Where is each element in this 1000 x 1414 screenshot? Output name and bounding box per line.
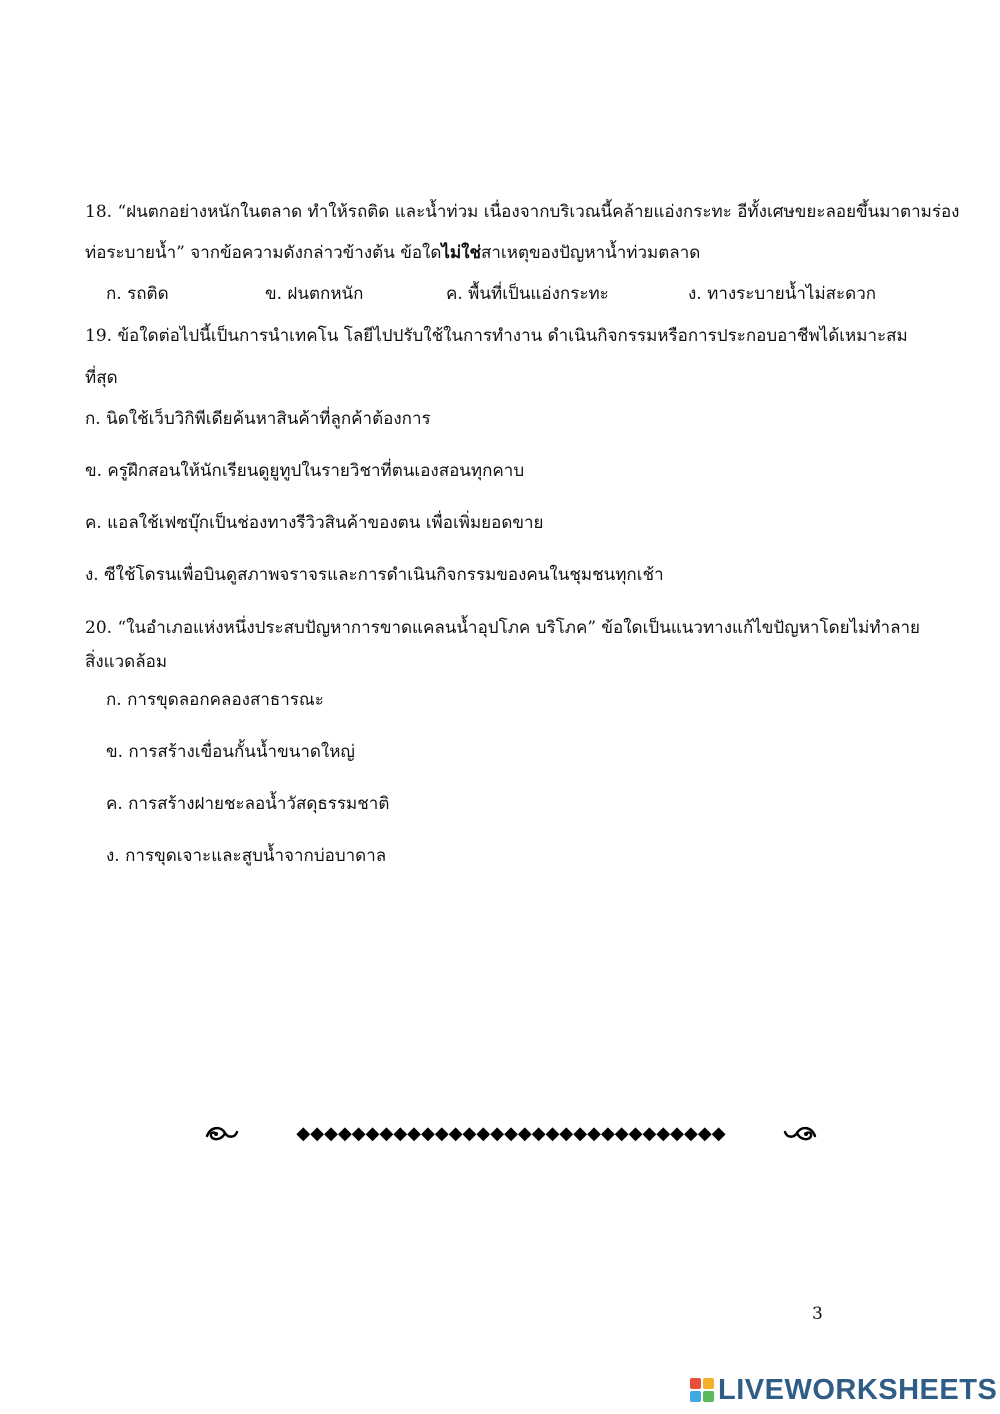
question-19-option-d[interactable]: ง. ซีใช้โดรนเพื่อบินดูสภาพจราจรและการดำเนินกิจกรรมของคนในชุมชนทุกเช้า: [85, 565, 664, 585]
logo-square-blue: [690, 1391, 701, 1402]
question-19-option-c[interactable]: ค. แอลใช้เฟซบุ๊กเป็นช่องทางรีวิวสินค้าของตน เพื่อเพิ่มยอดขาย: [85, 513, 544, 533]
logo-square-green: [703, 1391, 714, 1402]
question-18-option-d[interactable]: ง. ทางระบายน้ำไม่สะดวก: [688, 284, 877, 304]
question-20-line-2: สิ่งแวดล้อม: [85, 652, 168, 672]
question-18-options: [0, 282, 1000, 308]
question-18-emphasis: ไม่ใช่: [441, 243, 481, 263]
question-19-option-b[interactable]: ข. ครูฝึกสอนให้นักเรียนดูยูทูปในรายวิชาที่ตนเองสอนทุกคาบ: [85, 461, 525, 481]
logo-square-red: [690, 1378, 701, 1389]
flourish-left-icon: [205, 1122, 239, 1144]
question-20-option-d[interactable]: ง. การขุดเจาะและสูบน้ำจากบ่อบาดาล: [106, 846, 387, 866]
question-18-option-a[interactable]: ก. รถติด: [106, 284, 169, 304]
question-20-option-b[interactable]: ข. การสร้างเขื่อนกั้นน้ำขนาดใหญ่: [106, 742, 355, 762]
question-18-line-2: [85, 241, 700, 265]
liveworksheets-logo[interactable]: [690, 1372, 997, 1408]
diamond-row: ◆◆◆◆◆◆◆◆◆◆◆◆◆◆◆◆◆◆◆◆◆◆◆◆◆◆◆◆◆◆◆: [296, 1122, 726, 1144]
question-19-line-2: ที่สุด: [85, 368, 118, 388]
question-18-line-1: 18. “ฝนตกอย่างหนักในตลาด ทำให้รถติด และน้ำท่วม เนื่องจากบริเวณนี้คล้ายแอ่งกระทะ อีทั้งเศษขยะลอยขึ้นมาตามร่อง: [85, 202, 960, 222]
logo-square-yellow: [703, 1378, 714, 1389]
logo-grid-icon: [690, 1378, 714, 1402]
question-19-option-a[interactable]: ก. นิดใช้เว็บวิกิพีเดียค้นหาสินค้าที่ลูกค้าต้องการ: [85, 409, 431, 429]
logo-text: LIVEWORKSHEETS: [718, 1373, 998, 1406]
question-20-line-1: 20. “ในอำเภอแห่งหนึ่งประสบปัญหาการขาดแคลนน้ำอุปโภค บริโภค” ข้อใดเป็นแนวทางแก้ไขปัญหาโดยไม่ทำลาย: [85, 618, 921, 638]
question-20-option-a[interactable]: ก. การขุดลอกคลองสาธารณะ: [106, 690, 324, 710]
question-18-option-c[interactable]: ค. พื้นที่เป็นแอ่งกระทะ: [446, 284, 609, 304]
question-18-text-post: สาเหตุของปัญหาน้ำท่วมตลาด: [481, 243, 701, 263]
question-19-line-1: 19. ข้อใดต่อไปนี้เป็นการนำเทคโน โลยีไปปรับใช้ในการทำงาน ดำเนินกิจกรรมหรือการประกอบอาชีพได้เหมาะสม: [85, 326, 908, 346]
question-18-option-b[interactable]: ข. ฝนตกหนัก: [265, 284, 364, 304]
page-number: 3: [812, 1304, 823, 1324]
flourish-right-icon: [783, 1122, 817, 1144]
question-18-text-pre: ท่อระบายน้ำ” จากข้อความดังกล่าวข้างต้น ข้อใด: [85, 243, 442, 263]
decorative-divider: [205, 1118, 817, 1148]
question-20-option-c[interactable]: ค. การสร้างฝายชะลอน้ำวัสดุธรรมชาติ: [106, 794, 390, 814]
